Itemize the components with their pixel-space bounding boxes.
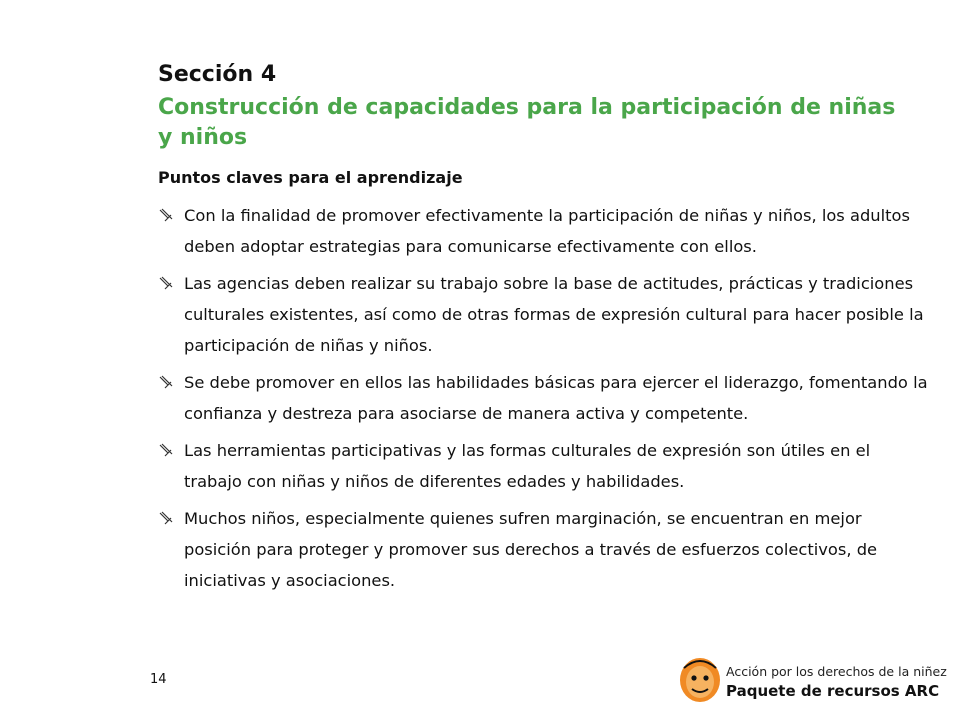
section-number: Sección 4: [158, 62, 277, 87]
list-item: [158, 268, 928, 361]
hand-pointer-icon: [158, 275, 174, 291]
logo-tagline: Acción por los derechos de la niñez: [726, 664, 947, 679]
key-points-list: [158, 200, 928, 602]
list-item: [158, 503, 928, 596]
bullet-text: Se debe promover en ellos las habilidades básicas para ejercer el liderazgo, fomentando la confianza y destreza para asociarse de manera activa y competente.: [184, 373, 928, 423]
hand-pointer-icon: [158, 442, 174, 458]
bullet-text: Con la finalidad de promover efectivamente la participación de niñas y niños, los adultos deben adoptar estrategias para comunicarse efectivamente con ellos.: [184, 206, 910, 256]
list-item: [158, 367, 928, 429]
hand-pointer-icon: [158, 510, 174, 526]
bullet-text: Las agencias deben realizar su trabajo sobre la base de actitudes, prácticas y tradiciones culturales existentes, así como de otras formas de expresión cultural para hacer posible la participación de niñas y niños.: [184, 274, 924, 355]
logo-title: Paquete de recursos ARC: [726, 682, 940, 700]
page-number: 14: [150, 672, 167, 687]
bullet-text: Las herramientas participativas y las formas culturales de expresión son útiles en el trabajo con niñas y niños de diferentes edades y habilidades.: [184, 441, 871, 491]
hand-pointer-icon: [158, 374, 174, 390]
key-points-heading: Puntos claves para el aprendizaje: [158, 168, 463, 187]
hand-pointer-icon: [158, 207, 174, 223]
child-face-icon: [678, 656, 722, 706]
bullet-text: Muchos niños, especialmente quienes sufren marginación, se encuentran en mejor posición para proteger y promover sus derechos a través de esfuerzos colectivos, de iniciativas y asociaciones.: [184, 509, 878, 590]
arc-logo: [678, 656, 948, 712]
list-item: [158, 435, 928, 497]
section-title: Construcción de capacidades para la participación de niñas y niños: [158, 95, 896, 150]
list-item: [158, 200, 928, 262]
